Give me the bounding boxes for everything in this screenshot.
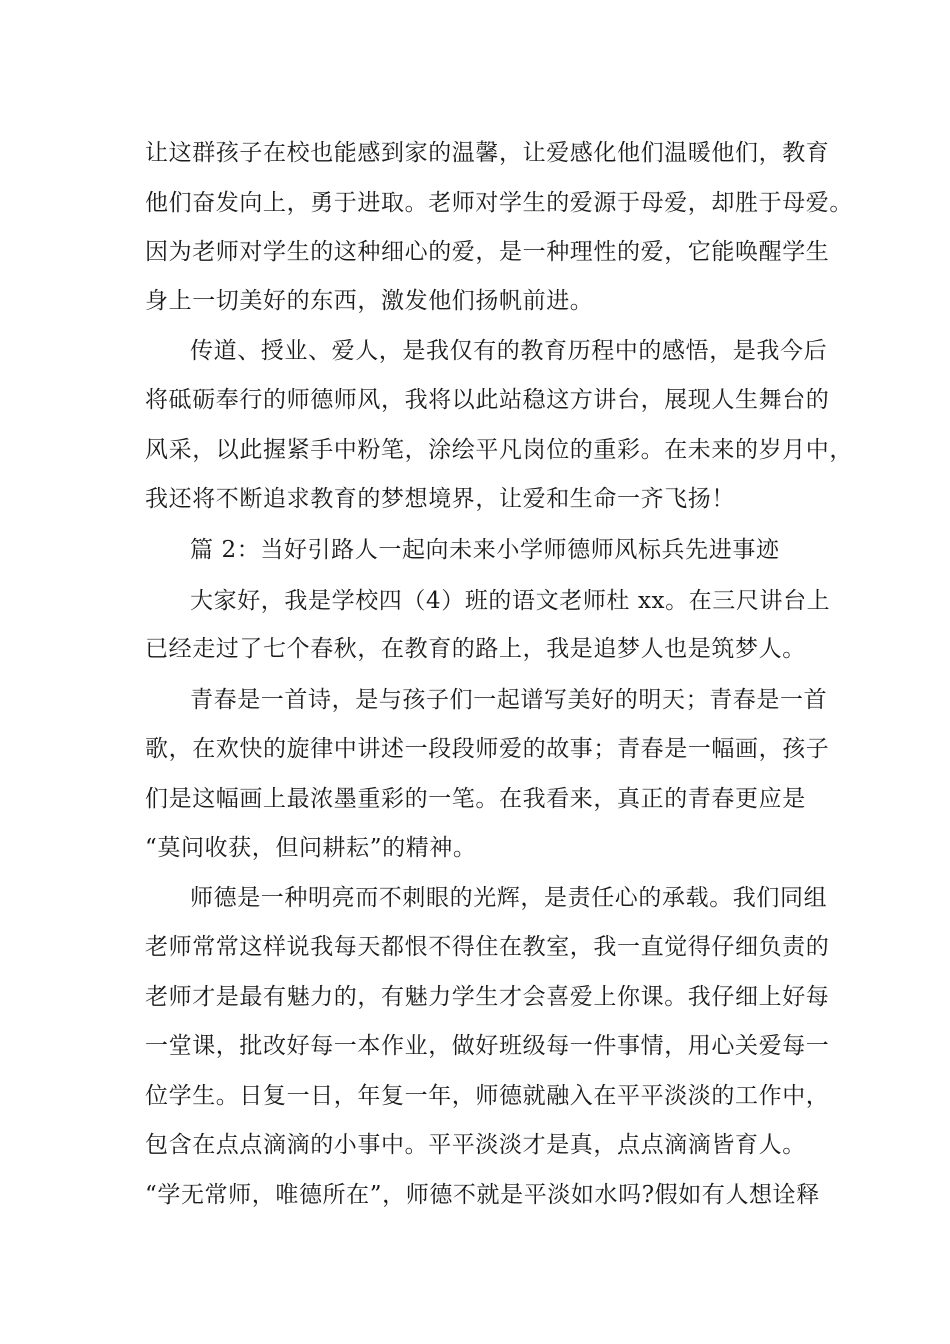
text-line: 歌，在欢快的旋律中讲述一段段师爱的故事；青春是一幅画，孩子 [145,736,830,762]
text-line: 一堂课，批改好每一本作业，做好班级每一件事情，用心关爱每一 [145,1033,830,1059]
text-line: 因为老师对学生的这种细心的爱，是一种理性的爱，它能唤醒学生 [145,239,830,265]
text-line: 让这群孩子在校也能感到家的温馨，让爱感化他们温暖他们，教育 [145,140,830,166]
text-line: 位学生。日复一日，年复一年，师德就融入在平平淡淡的工作中， [145,1083,830,1109]
text-line: 将砥砺奉行的师德师风，我将以此站稳这方讲台，展现人生舞台的 [145,387,830,413]
paragraph-first-line: 大家好，我是学校四（4）班的语文老师杜 xx。在三尺讲台上 [190,588,831,614]
text-line: “学无常师，唯德所在”，师德不就是平淡如水吗?假如有人想诠释 [145,1182,820,1208]
text-line: 包含在点点滴滴的小事中。平平淡淡才是真，点点滴滴皆育人。 [145,1132,806,1158]
text-line: 老师常常这样说我每天都恨不得住在教室，我一直觉得仔细负责的 [145,934,830,960]
text-line: 们是这幅画上最浓墨重彩的一笔。在我看来，真正的青春更应是 [145,786,806,812]
paragraph-first-line: 师德是一种明亮而不刺眼的光辉，是责任心的承载。我们同组 [190,885,828,911]
text-line: 风采，以此握紧手中粉笔，涂绘平凡岗位的重彩。在未来的岁月中， [145,437,853,463]
text-line: 身上一切美好的东西，激发他们扬帆前进。 [145,288,594,314]
text-line: 他们奋发向上，勇于进取。老师对学生的爱源于母爱，却胜于母爱。 [145,190,853,216]
text-line: 已经走过了七个春秋，在教育的路上，我是追梦人也是筑梦人。 [145,636,806,662]
paragraph-first-line: 青春是一首诗，是与孩子们一起谱写美好的明天；青春是一首 [190,687,828,713]
text-line: “莫问收获，但问耕耘”的精神。 [145,835,477,861]
section-heading: 篇 2：当好引路人一起向未来小学师德师风标兵先进事迹 [190,537,780,563]
paragraph-first-line: 传道、授业、爱人，是我仅有的教育历程中的感悟，是我今后 [190,338,828,364]
text-line: 我还将不断追求教育的梦想境界，让爱和生命一齐飞扬！ [145,486,735,512]
text-line: 老师才是最有魅力的，有魅力学生才会喜爱上你课。我仔细上好每 [145,984,830,1010]
